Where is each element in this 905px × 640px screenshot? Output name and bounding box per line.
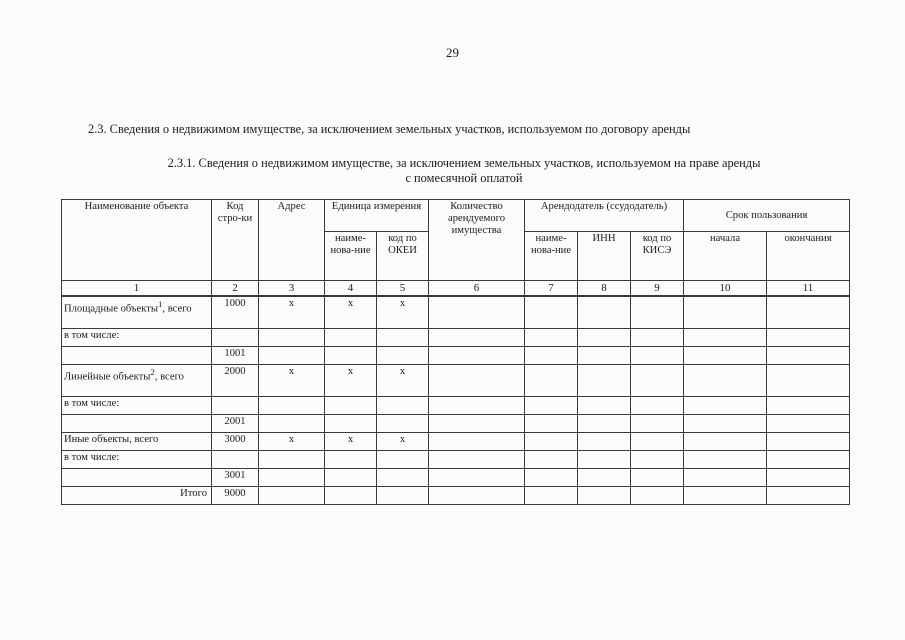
section-heading: 2.3. Сведения о недвижимом имуществе, за исключением земельных участков, используемом по договору аренды: [88, 122, 691, 136]
column-number: 2: [212, 281, 259, 297]
table-row: [62, 365, 850, 397]
row-unit-name-cell: x: [325, 433, 377, 451]
col-header-lessor: Арендодатель (ссудодатель): [525, 200, 684, 232]
column-number: 5: [377, 281, 429, 297]
row-code-cell: 2001: [212, 415, 259, 433]
row-name-cell: в том числе:: [62, 451, 212, 469]
table-row: [62, 469, 850, 487]
col-header-lessor-kise: код по КИСЭ: [631, 232, 684, 281]
column-number: 6: [429, 281, 525, 297]
subsection-heading-line2: с помесячной оплатой: [405, 171, 523, 185]
column-number: 1: [62, 281, 212, 297]
col-header-unit-okei: код по ОКЕИ: [377, 232, 429, 281]
row-code-cell: 3001: [212, 469, 259, 487]
subsection-heading-line1: 2.3.1. Сведения о недвижимом имуществе, за исключением земельных участков, используемом на праве аренды: [167, 156, 761, 170]
col-header-quantity: Количество арендуемого имущества: [429, 200, 525, 281]
col-header-code: Код стро-ки: [212, 200, 259, 281]
col-header-lessor-name: наиме-нова-ние: [525, 232, 578, 281]
table-row: [62, 397, 850, 415]
col-header-address: Адрес: [259, 200, 325, 281]
table-row: [62, 347, 850, 365]
row-name-cell: Иные объекты, всего: [62, 433, 212, 451]
col-header-lessor-inn: ИНН: [578, 232, 631, 281]
table-row: [62, 451, 850, 469]
row-unit-okei-cell: x: [377, 296, 429, 329]
table-row: [62, 329, 850, 347]
column-number-row: [62, 281, 850, 297]
row-address-cell: x: [259, 433, 325, 451]
row-code-cell: 3000: [212, 433, 259, 451]
column-number: 11: [767, 281, 850, 297]
row-unit-name-cell: x: [325, 296, 377, 329]
row-unit-okei-cell: x: [377, 365, 429, 397]
row-address-cell: x: [259, 296, 325, 329]
row-name-cell: в том числе:: [62, 329, 212, 347]
total-code: 9000: [212, 487, 259, 505]
header-row: [62, 200, 850, 232]
col-header-unit-name: наиме-нова-ние: [325, 232, 377, 281]
column-number: 4: [325, 281, 377, 297]
table-row: [62, 433, 850, 451]
column-number: 10: [684, 281, 767, 297]
column-number: 7: [525, 281, 578, 297]
subsection-heading: [108, 156, 820, 186]
row-unit-okei-cell: x: [377, 433, 429, 451]
column-number: 9: [631, 281, 684, 297]
col-header-name: Наименование объекта: [62, 200, 212, 281]
row-name-cell: в том числе:: [62, 397, 212, 415]
lease-property-table: [61, 199, 850, 505]
row-code-cell: 1001: [212, 347, 259, 365]
col-header-unit: Единица измерения: [325, 200, 429, 232]
row-unit-name-cell: x: [325, 365, 377, 397]
table-row: [62, 415, 850, 433]
row-name-cell: Площадные объекты$^1$, всего: [62, 296, 212, 329]
row-code-cell: 2000: [212, 365, 259, 397]
page-number: 29: [446, 45, 459, 60]
row-address-cell: x: [259, 365, 325, 397]
total-label: Итого: [62, 487, 212, 505]
row-name-cell: Линейные объекты$^2$, всего: [62, 365, 212, 397]
column-number: 8: [578, 281, 631, 297]
total-row: [62, 487, 850, 505]
col-header-term-end: окончания: [767, 232, 850, 281]
table-row: [62, 296, 850, 329]
col-header-term: Срок пользования: [684, 200, 850, 232]
col-header-term-start: начала: [684, 232, 767, 281]
row-code-cell: 1000: [212, 296, 259, 329]
column-number: 3: [259, 281, 325, 297]
